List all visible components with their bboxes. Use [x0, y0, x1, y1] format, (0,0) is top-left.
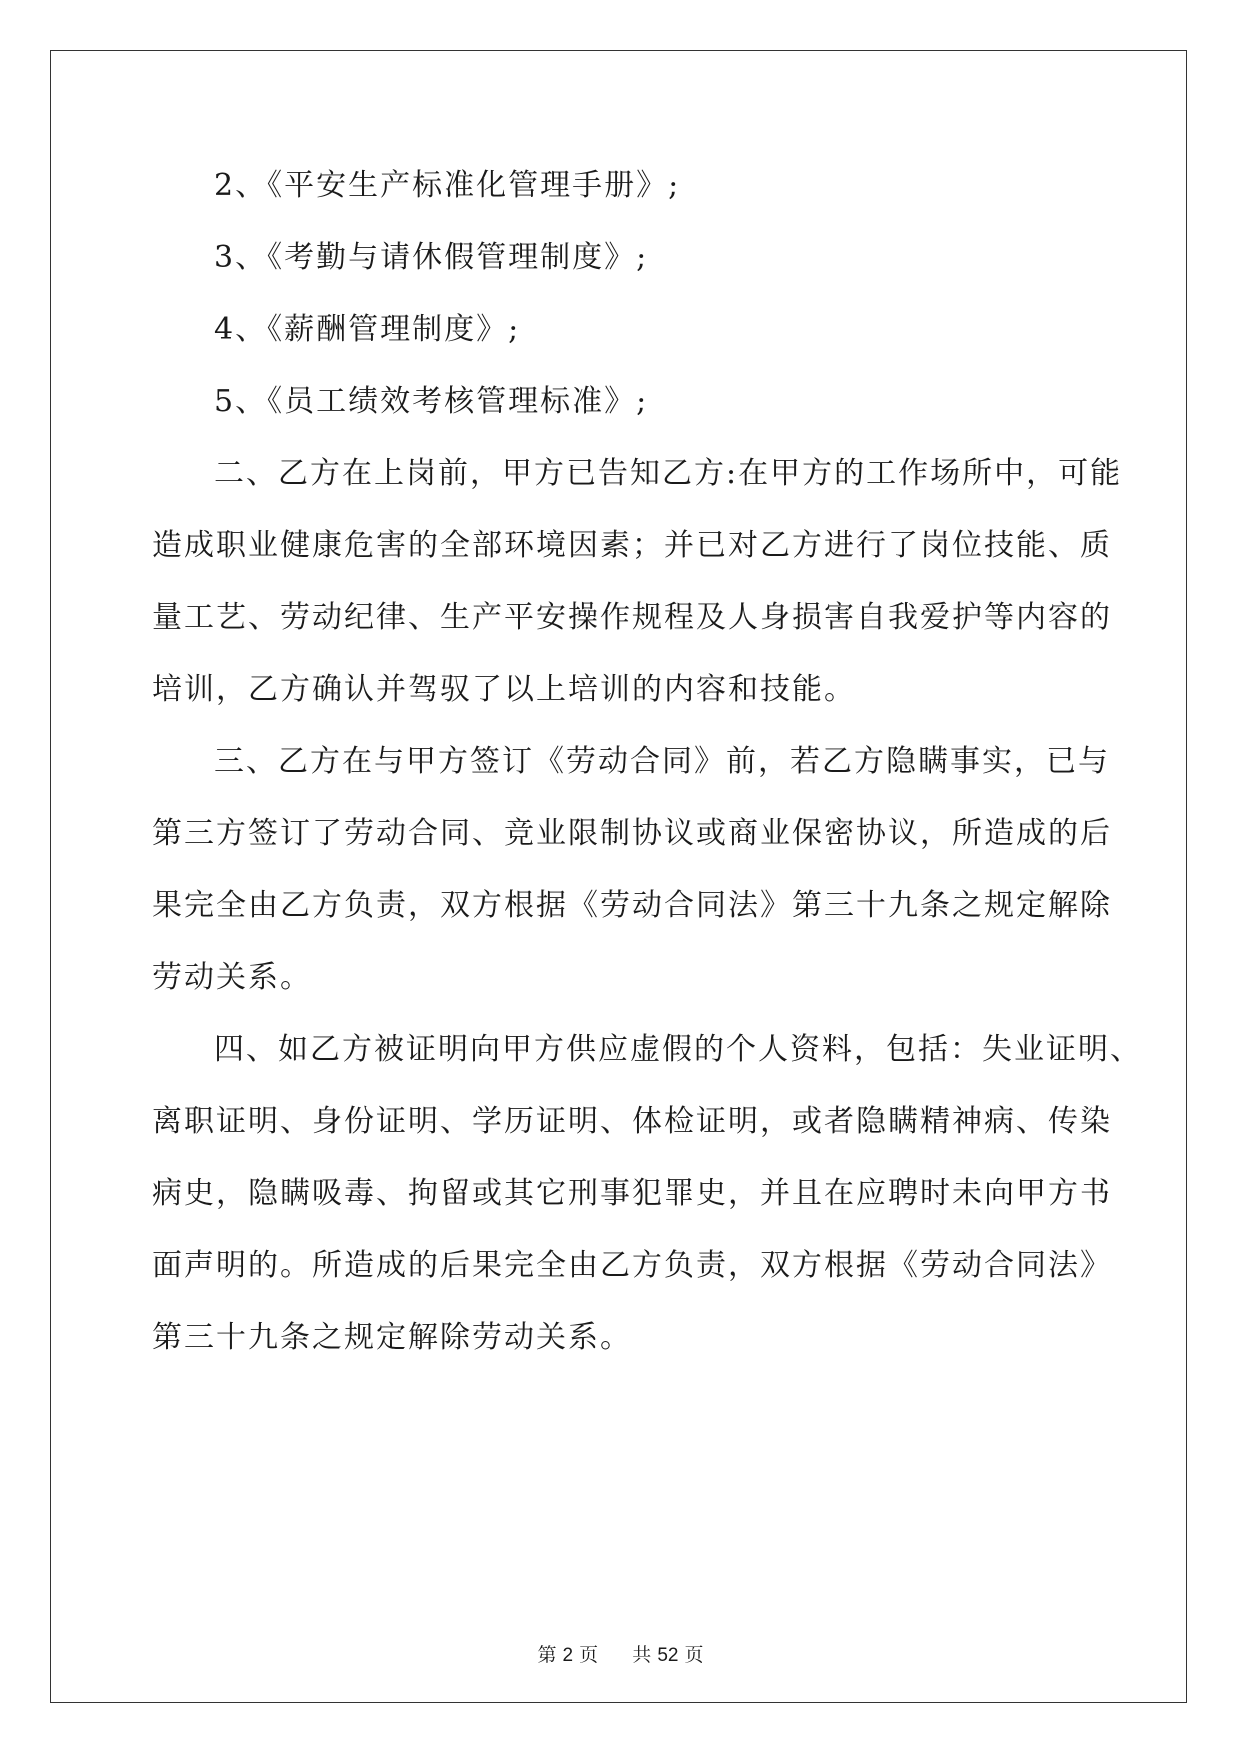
page-number: 2 — [562, 1645, 574, 1666]
paragraph-line: 第三十九条之规定解除劳动关系。 — [152, 1320, 632, 1355]
paragraph-line: 面声明的。所造成的后果完全由乙方负责，双方根据《劳动合同法》 — [152, 1248, 1112, 1283]
total-prefix: 共 — [632, 1644, 652, 1666]
paragraph-line: 三、乙方在与甲方签订《劳动合同》前，若乙方隐瞒事实，已与 — [214, 744, 1110, 779]
paragraph-line: 二、乙方在上岗前，甲方已告知乙方:在甲方的工作场所中，可能 — [214, 456, 1123, 491]
total-suffix: 页 — [684, 1644, 704, 1666]
paragraph-line: 第三方签订了劳动合同、竞业限制协议或商业保密协议，所造成的后 — [152, 816, 1112, 851]
list-item-2: 2、《平安生产标准化管理手册》; — [214, 168, 681, 203]
list-item-5: 5、《员工绩效考核管理标准》; — [214, 384, 649, 419]
total-pages: 52 — [657, 1645, 679, 1666]
paragraph-line: 劳动关系。 — [152, 960, 312, 995]
paragraph-line: 病史，隐瞒吸毒、拘留或其它刑事犯罪史，并且在应聘时未向甲方书 — [152, 1176, 1112, 1211]
page-prefix: 第 — [537, 1644, 557, 1666]
page-suffix: 页 — [579, 1644, 599, 1666]
paragraph-line: 果完全由乙方负责，双方根据《劳动合同法》第三十九条之规定解除 — [152, 888, 1112, 923]
paragraph-line: 离职证明、身份证明、学历证明、体检证明，或者隐瞒精神病、传染 — [152, 1104, 1112, 1139]
list-item-3: 3、《考勤与请休假管理制度》; — [214, 240, 649, 275]
paragraph-line: 量工艺、劳动纪律、生产平安操作规程及人身损害自我爱护等内容的 — [152, 600, 1112, 635]
list-item-4: 4、《薪酬管理制度》; — [214, 312, 521, 347]
page-border — [50, 50, 1187, 1703]
paragraph-line: 造成职业健康危害的全部环境因素；并已对乙方进行了岗位技能、质 — [152, 528, 1112, 563]
paragraph-line: 培训，乙方确认并驾驭了以上培训的内容和技能。 — [152, 672, 856, 707]
paragraph-line: 四、如乙方被证明向甲方供应虚假的个人资料，包括：失业证明、 — [214, 1032, 1142, 1067]
page-footer — [0, 1640, 1241, 1667]
